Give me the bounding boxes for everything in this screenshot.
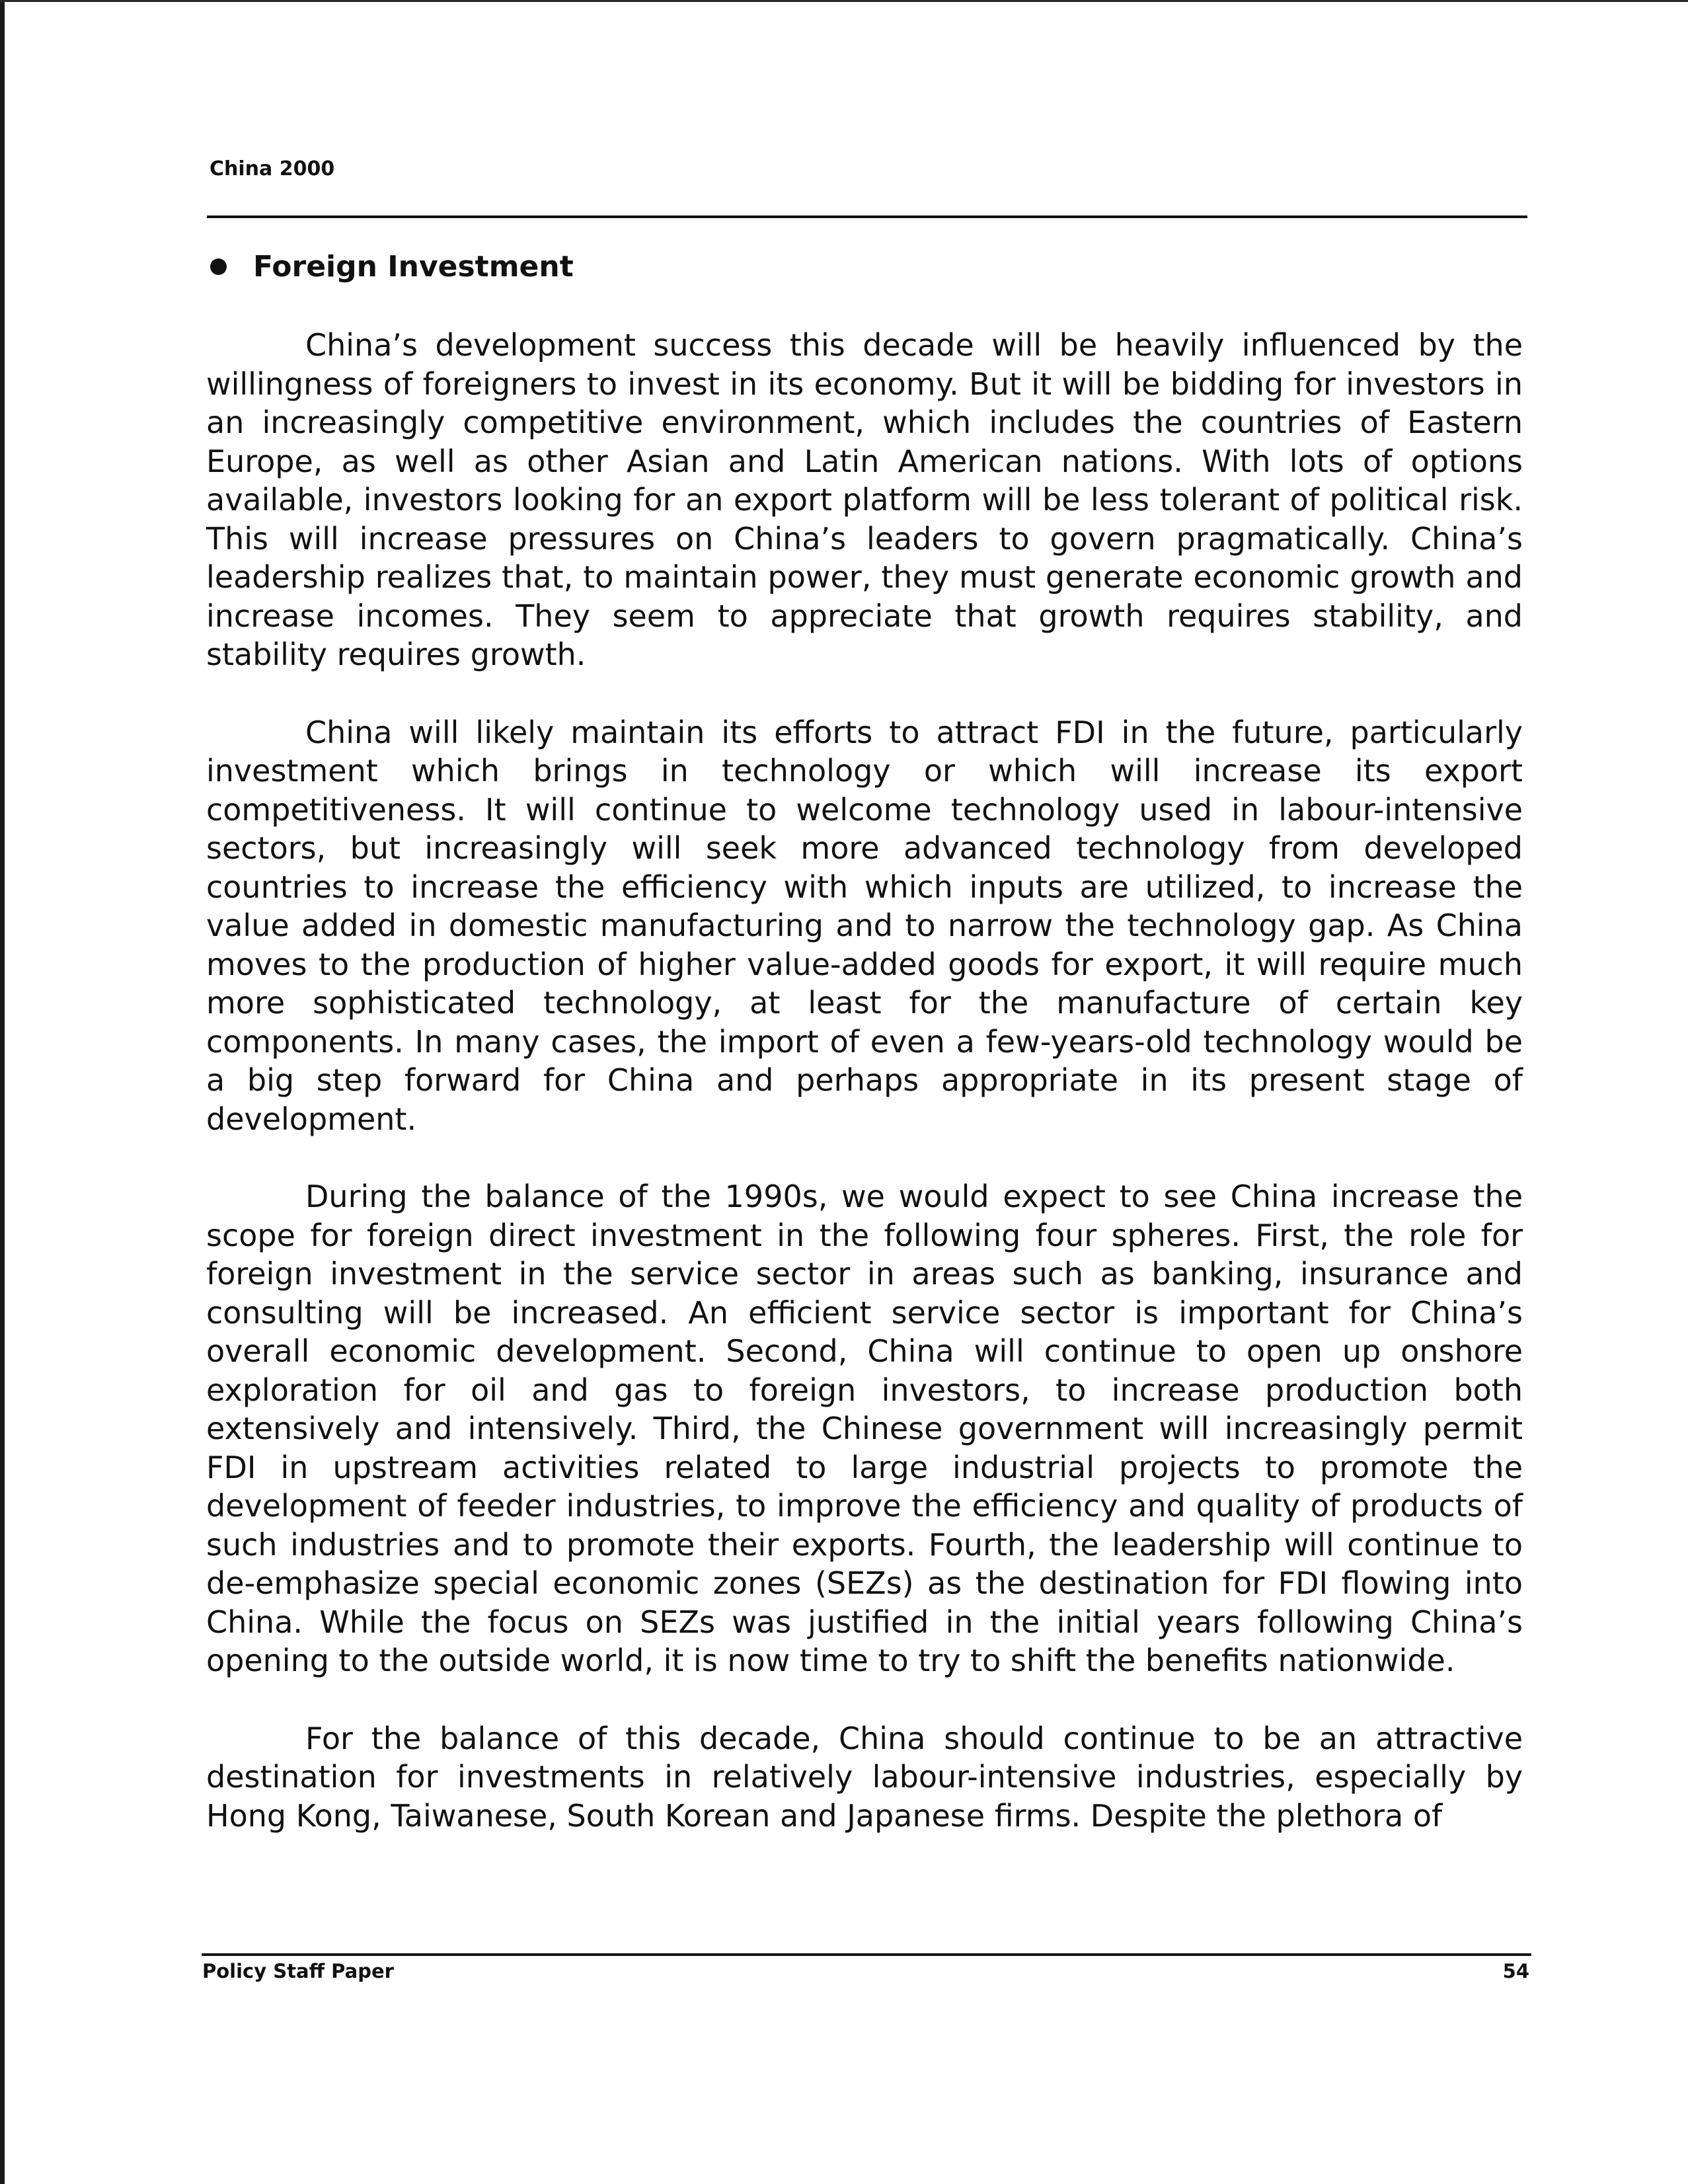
- header-rule: [207, 215, 1527, 218]
- section-heading-text: Foreign Investment: [253, 250, 574, 284]
- body-text: [206, 326, 1523, 1874]
- paragraph: During the balance of the 1990s, we would expect to see China increase the scope for foreign direct investment in the following four spheres. First, the role for foreign investment in the service sector in areas such as banking, insurance and consulting will be increased. An efficient service sector is important for China’s overall economic development. Second, China will continue to open up onshore exploration for oil and gas to foreign investors, to increase production both extensively and intensively. Third, the Chinese government will increasingly permit FDI in upstream activities related to large industrial projects to promote the development of feeder industries, to improve the efficiency and quality of products of such industries and to promote their exports. Fourth, the leadership will continue to de-emphasize special economic zones (SEZs) as the destination for FDI flowing into China. While the focus on SEZs was justified in the initial years following China’s opening to the outside world, it is now time to try to shift the benefits nationwide.: [206, 1179, 1523, 1678]
- paragraph: China’s development success this decade will be heavily influenced by the willingness of foreigners to invest in its economy. But it will be bidding for investors in an increasingly competitive environment, which includes the countries of Eastern Europe, as well as other Asian and Latin American nations. With lots of options available, investors looking for an export platform will be less tolerant of political risk. This will increase pressures on China’s leaders to govern pragmatically. China’s leadership realizes that, to maintain power, they must generate economic growth and increase incomes. They seem to appreciate that growth requires stability, and stability requires growth.: [206, 327, 1523, 672]
- paragraph: For the balance of this decade, China should continue to be an attractive destination for investments in relatively labour-intensive industries, especially by Hong Kong, Taiwanese, South Korean and Japanese firms. Despite the plethora of: [206, 1720, 1523, 1834]
- bullet-icon: [210, 258, 227, 275]
- section-heading: [210, 250, 574, 284]
- scan-edge-top: [0, 0, 1688, 2]
- footer-publication: Policy Staff Paper: [202, 1960, 394, 1982]
- page-number: 54: [1502, 1960, 1529, 1982]
- scan-edge-left: [0, 0, 5, 2184]
- footer-rule: [202, 1953, 1531, 1956]
- running-header: China 2000: [210, 157, 335, 180]
- paragraph: China will likely maintain its efforts to attract FDI in the future, particularly investment which brings in technology or which will increase its export competitiveness. It will continue to welcome technology used in labour-intensive sectors, but increasingly will seek more advanced technology from developed countries to increase the efficiency with which inputs are utilized, to increase the value added in domestic manufacturing and to narrow the technology gap. As China moves to the production of higher value-added goods for export, it will require much more sophisticated technology, at least for the manufacture of certain key components. In many cases, the import of even a few-years-old technology would be a big step forward for China and perhaps appropriate in its present stage of development.: [206, 714, 1523, 1137]
